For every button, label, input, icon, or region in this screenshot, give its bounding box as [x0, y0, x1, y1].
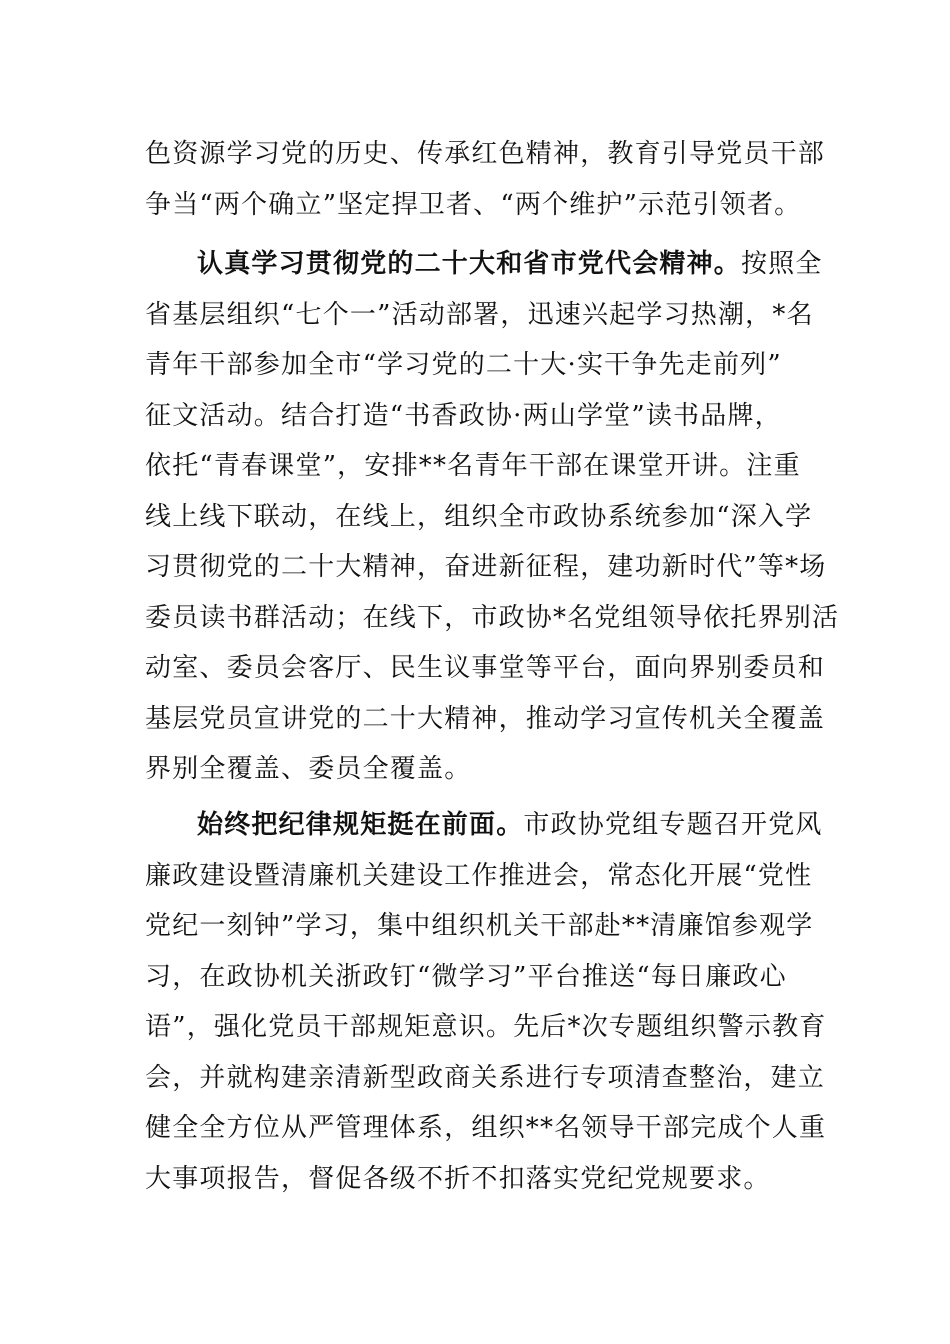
paragraph-study-congress: [145, 239, 840, 795]
paragraph-line: 线上线下联动，在线上，组织全市政协系统参加“深入学: [145, 501, 813, 532]
paragraph-line: 争当“两个确立”坚定捍卫者、“两个维护”示范引领者。: [145, 189, 802, 220]
paragraph-line: 动室、委员会客厅、民生议事堂等平台，面向界别委员和: [145, 653, 826, 683]
paragraph-line: 党纪一刻钟”学习，集中组织机关干部赴**清廉馆参观学: [145, 911, 814, 941]
paragraph-line: 廉政建设暨清廉机关建设工作推进会，常态化开展“党性: [145, 860, 813, 891]
paragraph-line: 色资源学习党的历史、传承红色精神，教育引导党员干部: [145, 139, 826, 169]
paragraph-line: 大事项报告，督促各级不折不扣落实党纪党规要求。: [145, 1163, 771, 1194]
paragraph-line: 习贯彻党的二十大精神，奋进新征程，建功新时代”等*场: [145, 552, 827, 582]
paragraph-line: 委员读书群活动；在线下，市政协*名党组领导依托界别活: [145, 602, 840, 633]
paragraph-heading: 认真学习贯彻党的二十大和省市党代会精神。: [197, 249, 742, 279]
paragraph-line: 语”，强化党员干部规矩意识。先后*次专题组织警示教育: [145, 1012, 827, 1042]
paragraph-line: 依托“青春课堂”，安排**名青年干部在课堂开讲。注重: [145, 451, 801, 481]
paragraph-line: 征文活动。结合打造“书香政协·两山学堂”读书品牌，: [145, 400, 782, 431]
paragraph-line: 会，并就构建亲清新型政商关系进行专项清查整治，建立: [145, 1062, 826, 1093]
paragraph-line: 界别全覆盖、委员全覆盖。: [145, 754, 472, 784]
paragraph-discipline: [145, 800, 827, 1204]
paragraph-text: 市政协党组专题召开党风: [523, 810, 823, 840]
paragraph-line: 健全全方位从严管理体系，组织**名领导干部完成个人重: [145, 1113, 827, 1143]
paragraph-line: 省基层组织“七个一”活动部署，迅速兴起学习热潮，*名: [145, 299, 814, 330]
paragraph-heading: 始终把纪律规矩挺在前面。: [197, 810, 524, 840]
paragraph-first-line: [145, 800, 823, 851]
paragraph-text: 按照全: [741, 249, 823, 279]
paragraph-line: 习，在政协机关浙政钉“微学习”平台推送“每日廉政心: [145, 961, 787, 992]
paragraph-continuation: [145, 129, 826, 230]
paragraph-first-line: [145, 239, 823, 290]
paragraph-line: 青年干部参加全市“学习党的二十大·实干争先走前列”: [145, 350, 782, 380]
paragraph-line: 基层党员宣讲党的二十大精神，推动学习宣传机关全覆盖: [145, 703, 826, 734]
